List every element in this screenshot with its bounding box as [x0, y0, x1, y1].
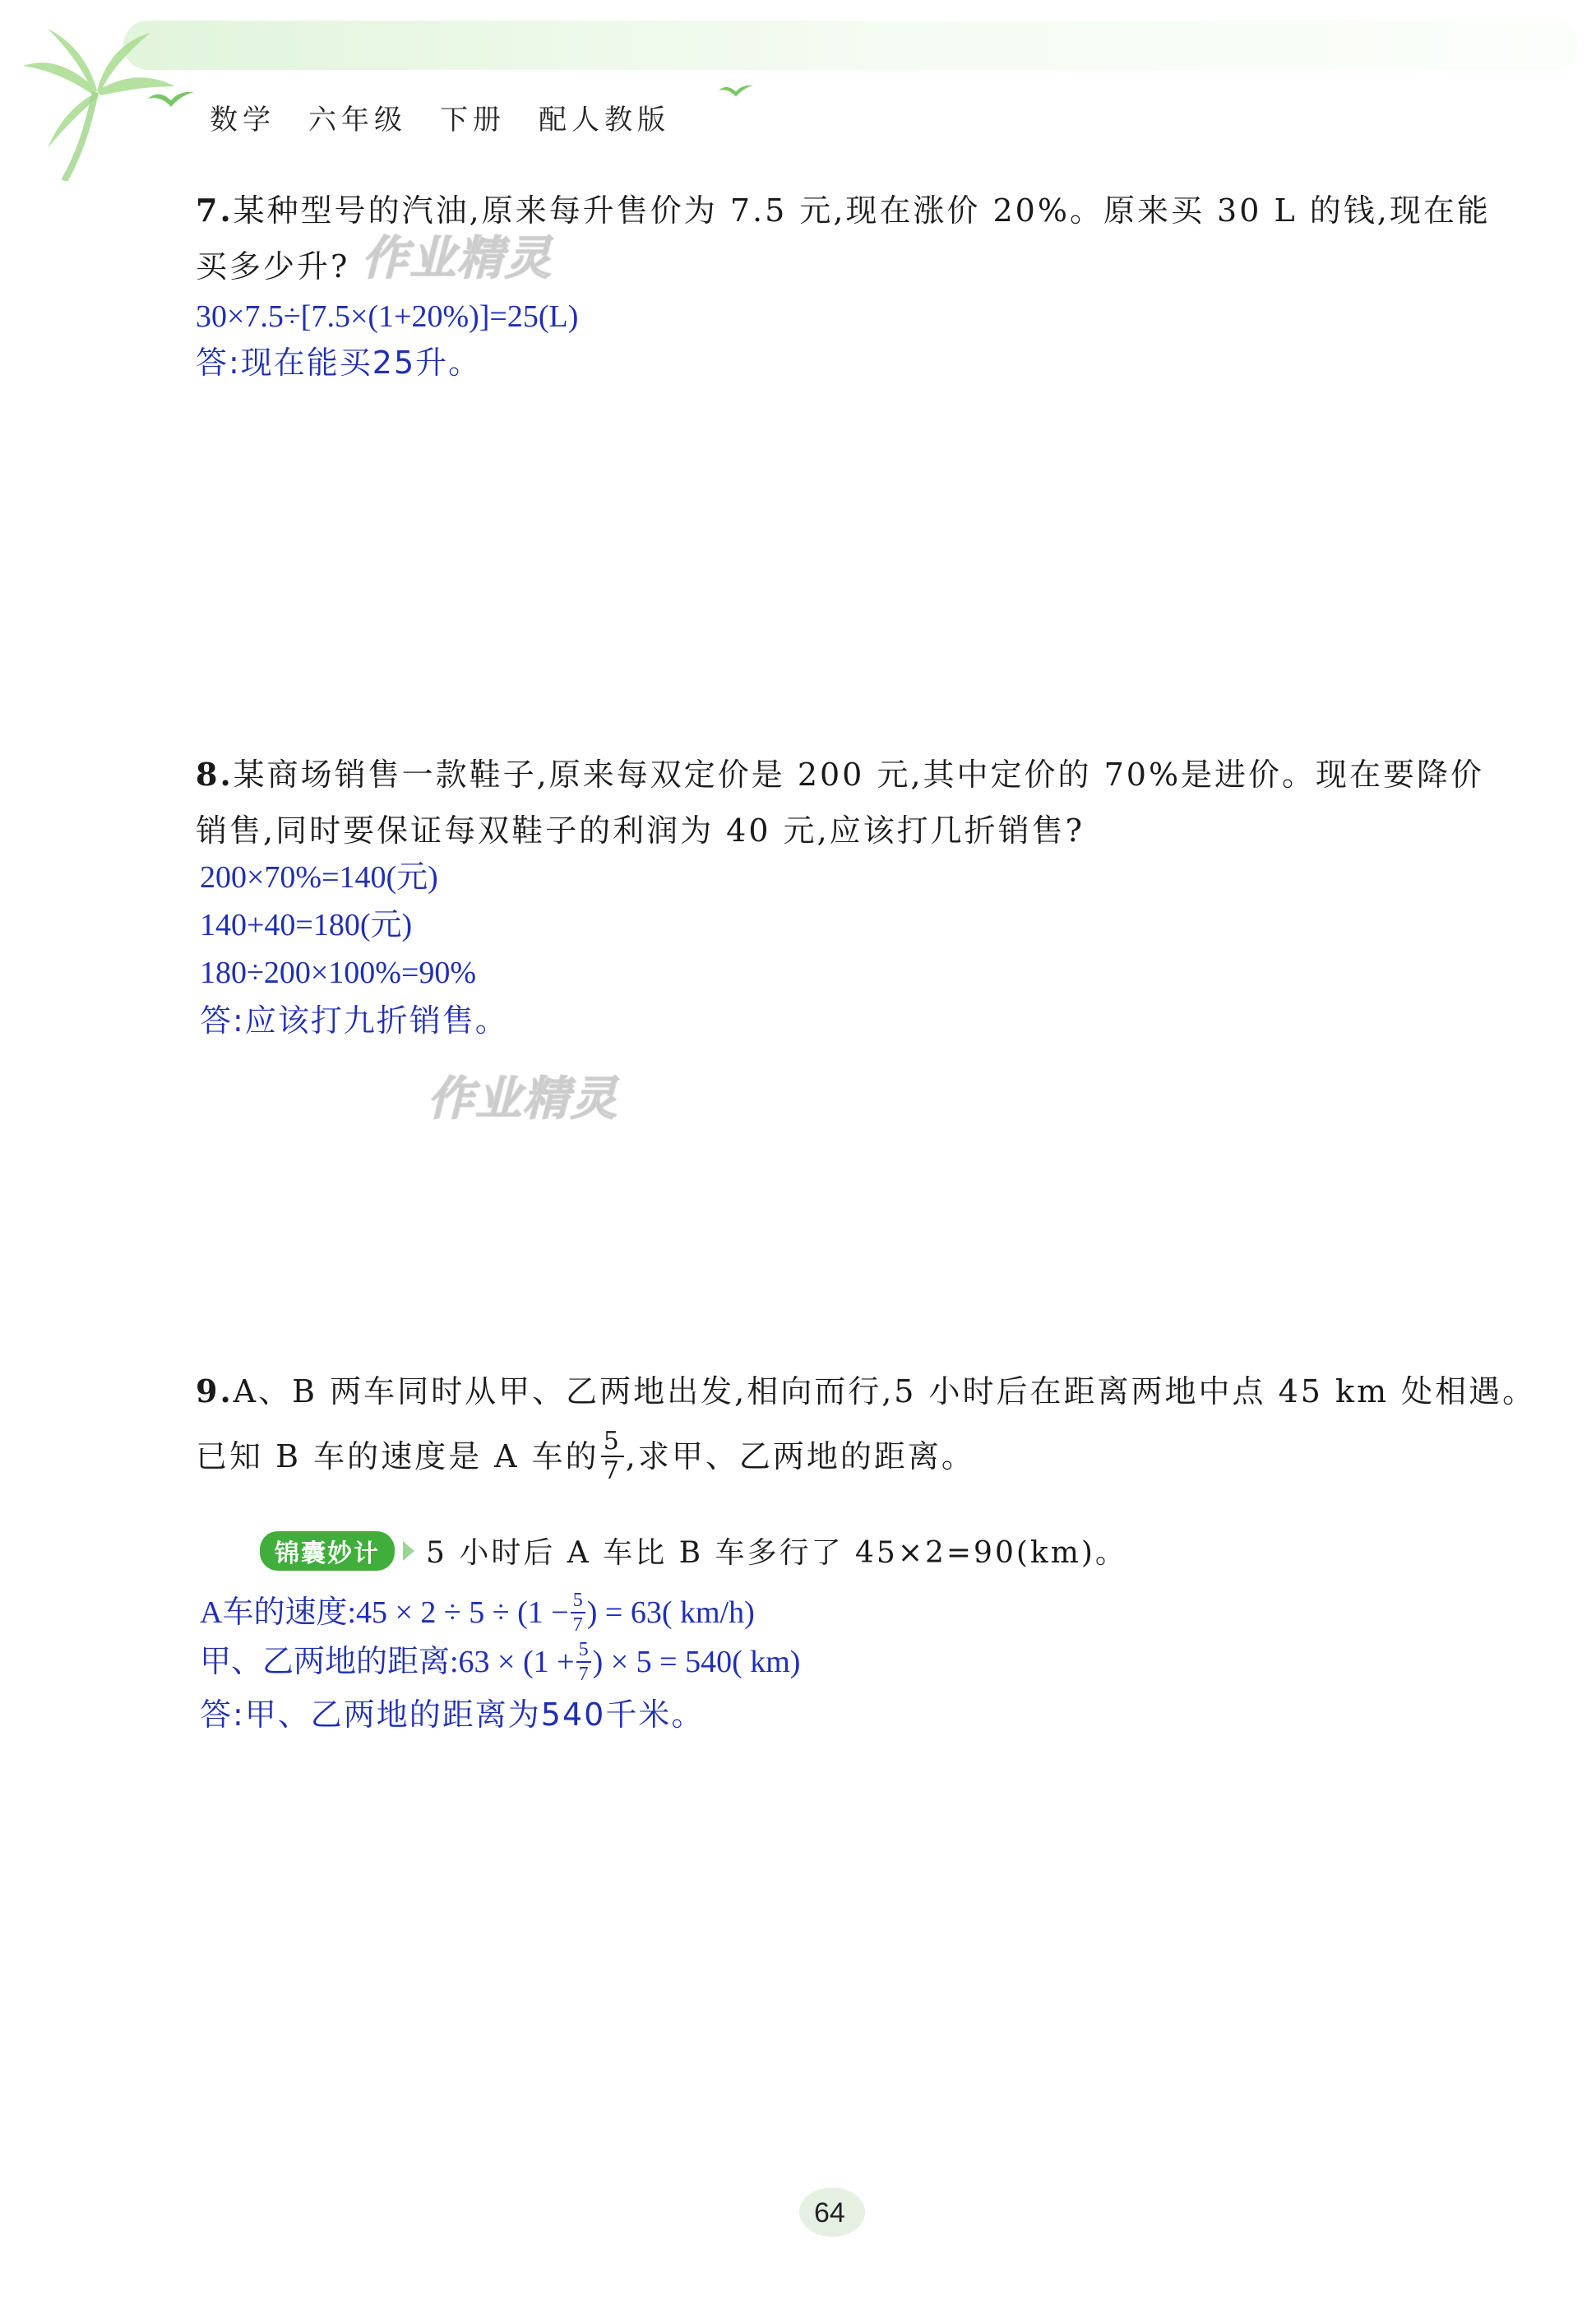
- header-band: [123, 21, 1579, 70]
- watermark-text: 作业精灵: [362, 232, 553, 285]
- fraction-five-sevenths: $\frac{5}{7}$: [601, 1429, 624, 1484]
- volume-label: 下册: [440, 104, 506, 137]
- question-8-line1: 8.某商场销售一款鞋子,原来每双定价是 200 元,其中定价的 70%是进价。现在要降价: [196, 756, 1485, 793]
- q9-answer-statement: 答:甲、乙两地的距离为540千米。: [200, 1697, 705, 1733]
- page-number: 64: [814, 2197, 845, 2229]
- question-7-number: 7.: [196, 192, 234, 229]
- q8-answer-step2: 140+40=180(元): [200, 908, 413, 942]
- book-title: [210, 97, 670, 137]
- question-8-line2: 销售,同时要保证每双鞋子的利润为 40 元,应该打几折销售?: [196, 812, 1085, 849]
- q7-answer-statement: 答:现在能买25升。: [196, 345, 482, 381]
- fraction-five-sevenths: $\frac{5}{7}$: [576, 1640, 591, 1684]
- hint-box: [260, 1530, 1127, 1572]
- edition-label: 配人教版: [539, 104, 670, 137]
- question-8-number: 8.: [196, 756, 234, 793]
- question-7-line1: 7.某种型号的汽油,原来每升售价为 7.5 元,现在涨价 20%。原来买 30 L 的钱,现在能: [196, 192, 1491, 229]
- q9-answer-distance: 甲、乙两地的距离:63 × (1 + $\frac{5}{7}$ ) × 5 = 540( km): [200, 1639, 801, 1685]
- subject-label: 数学: [210, 104, 275, 137]
- q9-answer-speed: A车的速度:45 × 2 ÷ 5 ÷ (1 − $\frac{5}{7}$ ) = 63( km/h): [200, 1590, 755, 1636]
- question-9-number: 9.: [196, 1373, 234, 1410]
- bird-icon: [146, 82, 196, 115]
- q8-answer-step3: 180÷200×100%=90%: [200, 956, 477, 990]
- q7-answer-formula: 30×7.5÷[7.5×(1+20%)]=25(L): [196, 299, 579, 334]
- arrow-right-icon: [403, 1541, 414, 1561]
- watermark-text: 作业精灵: [428, 1072, 618, 1126]
- hint-text: 5 小时后 A 车比 B 车多行了 45×2=90(km)。: [426, 1536, 1127, 1570]
- grade-label: 六年级: [308, 104, 407, 137]
- hint-badge: 锦囊妙计: [260, 1531, 395, 1571]
- bird-icon: [715, 78, 756, 103]
- question-9-line2: 已知 B 车的速度是 A 车的 $\frac{5}{7}$ ,求甲、乙两地的距离。: [196, 1427, 975, 1485]
- q8-answer-step1: 200×70%=140(元): [200, 860, 438, 895]
- q8-answer-statement: 答:应该打九折销售。: [200, 1002, 508, 1039]
- fraction-five-sevenths: $\frac{5}{7}$: [571, 1590, 585, 1635]
- question-9-line1: 9.A、B 两车同时从甲、乙两地出发,相向而行,5 小时后在距离两地中点 45 km 处相遇。: [196, 1373, 1537, 1410]
- question-7-line2: 买多少升?: [196, 248, 350, 285]
